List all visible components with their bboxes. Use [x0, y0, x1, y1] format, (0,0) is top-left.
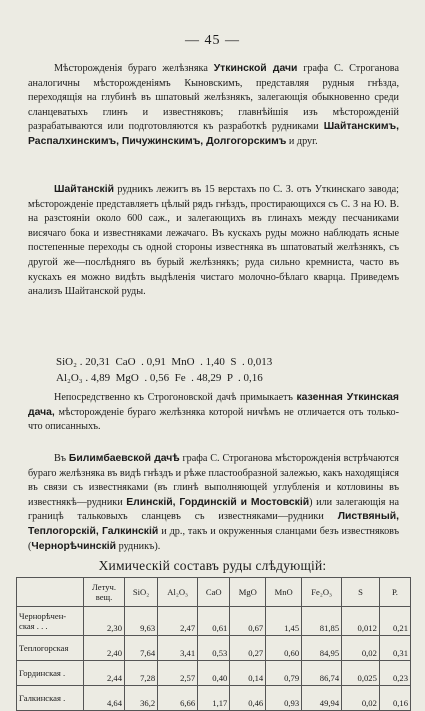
analysis-line-2: Al₂O₃ . 4,89 MgO . 0,56 Fe . 48,29 P . 0,16: [56, 372, 263, 384]
column-header: MgO: [230, 578, 266, 607]
table-cell: 7,64: [125, 636, 158, 661]
table-cell: 0,16: [379, 686, 410, 711]
table-cell: 0,40: [198, 661, 230, 686]
table-cell: 0,14: [230, 661, 266, 686]
table-cell: 0,23: [379, 661, 410, 686]
ore-name: Чернорѣчен-ская . . .: [17, 607, 84, 636]
ore-name: Теплогорская: [17, 636, 84, 661]
table-cell: 1,45: [266, 607, 302, 636]
text: и друг.: [286, 135, 318, 147]
text: Мѣсторожденія бураго желѣзняка: [54, 63, 214, 74]
text: графа С. Строганова аналогичны мѣсторожденіямъ Кыновскимъ, представляя рудныя гнѣзда, переходящія на глубинѣ въ шпатовый желѣзнякъ, залегающія обыкновенно среди сланцеватыхъ глинъ и известняковъ; главнѣйшія изъ мѣсторожденій разрабатываются или подготовляются къ разработкѣ рудниками: [28, 63, 399, 133]
paragraph-utkinsk: [28, 62, 399, 150]
table-cell: 0,46: [230, 686, 266, 711]
table-cell: 0,02: [342, 636, 380, 661]
column-header: MnO: [266, 578, 302, 607]
table-cell: 0,025: [342, 661, 380, 686]
table-cell: 36,2: [125, 686, 158, 711]
table-cell: 0,79: [266, 661, 302, 686]
paragraph-shaitansk: [28, 183, 399, 300]
table-cell: 0,53: [198, 636, 230, 661]
table-cell: 0,27: [230, 636, 266, 661]
column-header: CaO: [198, 578, 230, 607]
table-cell: 49,94: [302, 686, 342, 711]
text: ) или залегающія на границѣ тальковыхъ сланцевъ съ известняками—рудники: [28, 496, 399, 523]
text: графа С. Строганова мѣсторожденія встрѣчаются бураго желѣзняка въ видѣ гнѣздъ и рѣже пластообразной залежью, какъ находящіяся въ связи съ известняками (въ глинѣ выполняющей углубленія и котловины въ известнякѣ—рудники: [28, 453, 399, 508]
column-header: [17, 578, 84, 607]
table-cell: 86,74: [302, 661, 342, 686]
table-title: Химическій составъ руды слѣдующій:: [98, 558, 327, 573]
chemical-composition-table: [16, 577, 411, 711]
table-cell: 9,63: [125, 607, 158, 636]
table-cell: 0,21: [379, 607, 410, 636]
text: Въ: [54, 453, 69, 464]
table-row: [17, 636, 411, 661]
bold-term: Шайтанскимъ, Распалхинскимъ, Пичужинскимъ, Долгогорскимъ: [28, 121, 399, 147]
bold-term: Листвяный, Теплогорскій, Галкинскій: [28, 511, 399, 537]
text: рудникъ лежитъ въ 15 верстахъ по С. З. отъ Уткинскаго завода; мѣсторожденіе представляетъ цѣлый рядъ гнѣздъ, простирающихся съ С. З на Ю. В. на разстояніи около 600 саж., и залегающихъ въ глинахъ между песчаниками висячаго бока и известняками лежачаго. Въ кускахъ руды можно наблюдать ясные постепенные переходы съ одной стороны известняка въ шпатоватый желѣзнякъ, съ другой же—послѣдняго въ бурый желѣзнякъ; руда сильно кремниста, часто въ кускахъ ея можно видѣть выдѣленія чистаго молочно-бѣлаго кварца. Приведемъ анализъ Шайтанской руды.: [28, 184, 399, 298]
table-cell: 7,28: [125, 661, 158, 686]
bold-term: Уткинской дачи: [213, 63, 298, 74]
text: Непосредственно къ Строгоновской дачѣ примыкаетъ: [54, 392, 297, 403]
table-cell: 0,31: [379, 636, 410, 661]
table-header-row: [17, 578, 411, 607]
column-header: Fe₂O₃: [302, 578, 342, 607]
bold-term: Чернорѣчинскій: [31, 540, 117, 552]
page-number: — 45 —: [185, 33, 240, 48]
table-cell: 0,93: [266, 686, 302, 711]
table-cell: 84,95: [302, 636, 342, 661]
text: мѣсторожденіе бураго желѣзняка которой ничѣмъ не отличается отъ только-что описанныхъ.: [28, 406, 399, 433]
column-header: Al₂O₃: [158, 578, 198, 607]
analysis-line-1: SiO₂ . 20,31 CaO . 0,91 MnO . 1,40 S . 0,013: [56, 356, 273, 368]
table-cell: 0,61: [198, 607, 230, 636]
ore-name: Гординская .: [17, 661, 84, 686]
table-cell: 6,66: [158, 686, 198, 711]
text: рудникъ).: [116, 540, 161, 552]
paragraph-kazennaya: [28, 391, 399, 435]
column-header: SiO₂: [125, 578, 158, 607]
table-cell: 0,012: [342, 607, 380, 636]
table-cell: 81,85: [302, 607, 342, 636]
table-cell: 1,17: [198, 686, 230, 711]
bold-term: Елинскій, Гординскій и Мостовскій: [126, 496, 310, 508]
table-cell: 0,02: [342, 686, 380, 711]
bold-term: Билимбаевской дачѣ: [68, 453, 180, 464]
bold-term: казенная Уткинская дача,: [28, 392, 399, 418]
text: и др., такъ и окруженныя сланцами безъ известняковъ (: [28, 525, 400, 552]
paragraph-bilimbaev: [28, 452, 399, 554]
column-header: Летуч. вещ.: [84, 578, 125, 607]
column-header: P.: [379, 578, 410, 607]
table-row: [17, 686, 411, 711]
table-cell: 0,67: [230, 607, 266, 636]
table-cell: 2,57: [158, 661, 198, 686]
table-cell: 3,41: [158, 636, 198, 661]
table-cell: 2,44: [84, 661, 125, 686]
table-cell: 4,64: [84, 686, 125, 711]
table-cell: 2,30: [84, 607, 125, 636]
table-row: [17, 607, 411, 636]
table-cell: 2,47: [158, 607, 198, 636]
ore-name: Галкинская .: [17, 686, 84, 711]
column-header: S: [342, 578, 380, 607]
bold-term: Шайтанскій: [54, 184, 115, 195]
table-cell: 2,40: [84, 636, 125, 661]
table-cell: 0,60: [266, 636, 302, 661]
table-row: [17, 661, 411, 686]
